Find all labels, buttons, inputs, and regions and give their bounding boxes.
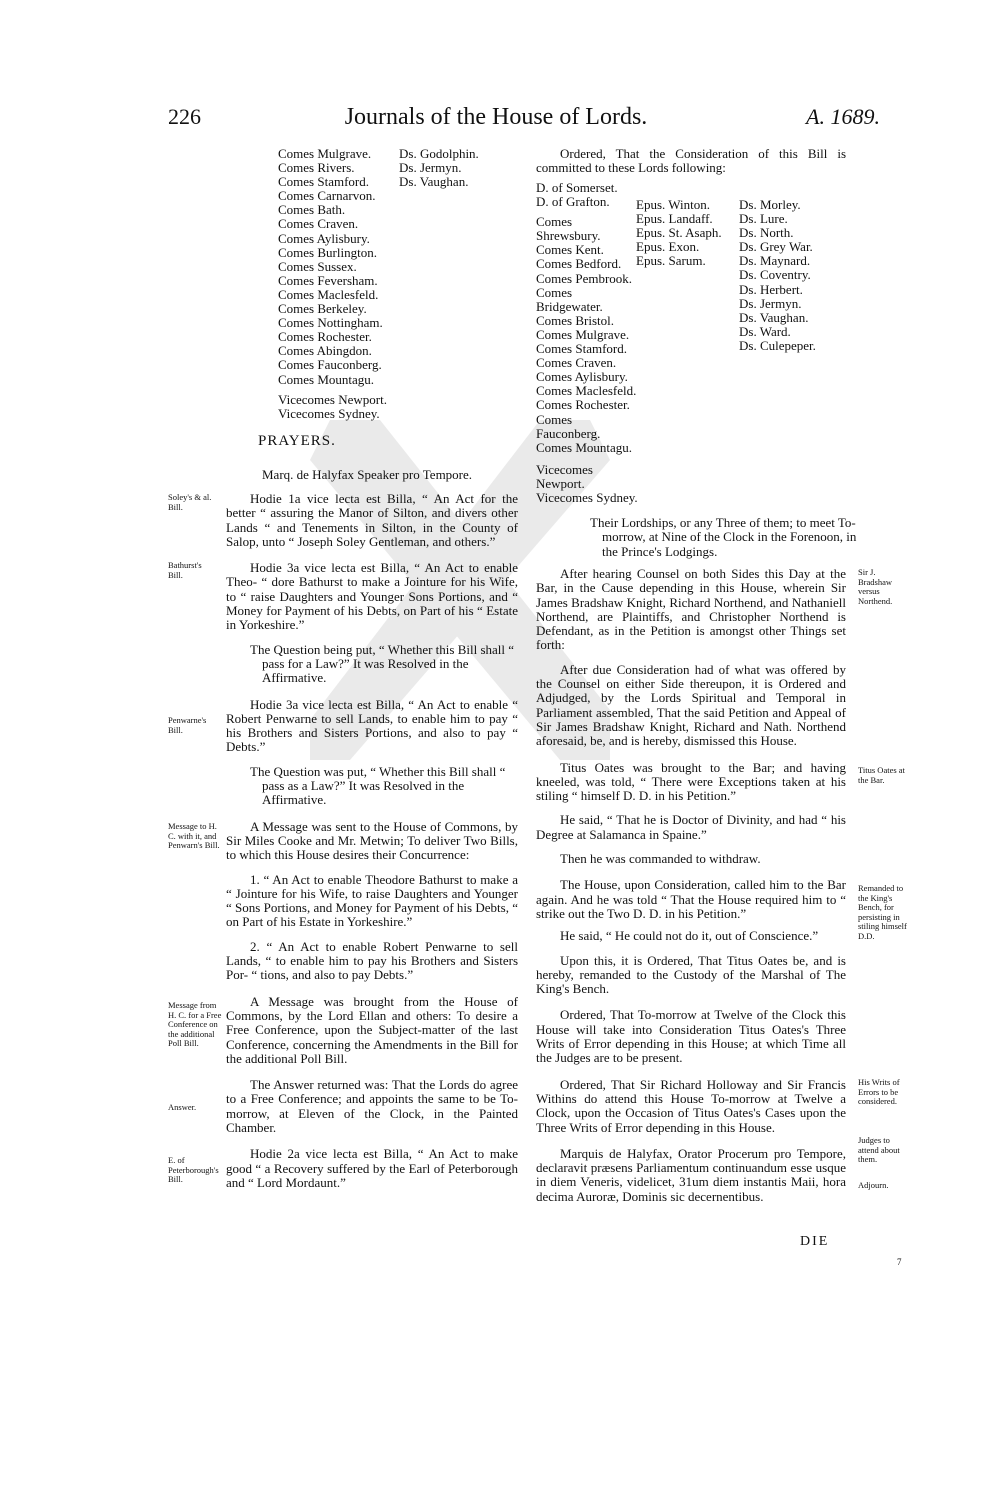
list-item: Epus. St. Asaph.	[636, 225, 722, 241]
section-heading-prayers: PRAYERS.	[258, 433, 336, 449]
list-item: Comes Sussex.	[278, 258, 357, 274]
list-item: Comes Mulgrave.	[536, 326, 630, 342]
list-item: Comes Mulgrave.	[278, 146, 372, 161]
entry-peterborough-bill: Hodie 2a vice lecta est Billa, “ An Act to make good “ a Recovery suffered by the Earl of Peterborough and “ Lord Mordaunt.”	[226, 1146, 518, 1190]
list-item: Comes Shrewsbury.	[536, 214, 601, 244]
list-item: Ds. Vaughan.	[739, 309, 809, 325]
list-item: Epus. Winton.	[636, 197, 710, 212]
list-item: Ds. Lure.	[739, 211, 788, 227]
margin-note: Adjourn.	[858, 1180, 889, 1190]
list-item: Comes Berkeley.	[278, 301, 367, 317]
entry-oates-doctor: He said, “ That he is Doctor of Divinity, and had “ his Degree at Salamanca in Spaine.”	[536, 812, 846, 842]
entry-penwarne-bill: Hodie 3a vice lecta est Billa, “ An Act to enable “ Robert Penwarne to sell Lands, to enable him to pay “ his Brothers and Sisters Portions, and also to pay “ Debts.”	[226, 696, 518, 755]
entry-question-bathurst: The Question being put, “ Whether this Bill shall “ pass for a Law?” It was Resolved in the Affirmative.	[250, 641, 515, 686]
list-item: Comes Bedford.	[536, 256, 622, 272]
committee-list-lay	[536, 181, 636, 505]
list-item: Vicecomes Sydney.	[536, 489, 638, 505]
list-item: Ds. Ward.	[739, 323, 791, 339]
list-item: Comes Aylisbury.	[536, 369, 628, 385]
attendance-list-ds	[399, 147, 479, 189]
list-item: Ds. Godolphin.	[399, 146, 479, 161]
page-title: Journals of the House of Lords.	[344, 104, 648, 130]
list-item: Epus. Landaff.	[636, 211, 713, 227]
committee-list-barons	[739, 198, 816, 353]
list-item: Ds. Morley.	[739, 197, 801, 212]
entry-adjournment: Marquis de Halyfax, Orator Procerum pro Tempore, declaravit præsens Parliamentum continuandum esse usque in diem Veneris, videlicet, 31um diem instantis Maii, hora decima Auroræ, Dominis sic decernentibus.	[536, 1145, 846, 1204]
margin-note: Message from H. C. for a Free Conference on the additional Poll Bill.	[168, 1000, 222, 1049]
entry-bill-2: 2. “ An Act to enable Robert Penwarne to sell Lands, “ to enable him to pay his Brothers and Sisters Por- “ tions, and also to pay Debts.”	[226, 938, 518, 983]
margin-note: Soley's & al. Bill.	[168, 492, 212, 512]
list-item: Comes Mountagu.	[278, 371, 375, 387]
list-item: Comes Stamford.	[278, 174, 369, 190]
margin-note: His Writs of Errors to be considered.	[858, 1077, 900, 1107]
list-item: Comes Bath.	[278, 202, 346, 218]
entry-bill-1: 1. “ An Act to enable Theodore Bathurst to make a “ Jointure for his Wife, to raise Daughters and Younger “ Sons Portions, and Money for Payment of his Debts, “ on Part of his Estate in Yorkeshire.”	[226, 871, 518, 930]
list-item: Ds. Maynard.	[739, 253, 811, 269]
entry-message-to-commons: A Message was sent to the House of Commons, by Sir Miles Cooke and Mr. Metwin; To deliver Two Bills, to which this House desires their Concurrence:	[226, 818, 518, 863]
entry-bradshaw-cause: After hearing Counsel on both Sides this Day at the Bar, in the Cause depending in this House, wherein Sir James Bradshaw Knight, Richard Northend, and Nathaniell Northend, are Plaintiffs, and Christopher Northend is Defendant, as in the Petition is amongst other Things set forth:	[536, 566, 846, 653]
margin-note: Sir J. Bradshaw versus Northend.	[858, 567, 893, 606]
list-item: Comes Burlington.	[278, 244, 377, 260]
list-item: Comes Carnarvon.	[278, 188, 376, 204]
list-item: Comes Nottingham.	[278, 315, 383, 331]
entry-question-penwarne: The Question was put, “ Whether this Bill shall “ pass as a Law?” It was Resolved in the Affirmative.	[250, 763, 506, 808]
margin-note: Answer.	[168, 1102, 197, 1112]
meeting-notice: Their Lordships, or any Three of them; to meet To-morrow, at Nine of the Clock in the Forenoon, in the Prince's Lodgings.	[590, 515, 857, 559]
list-item: Ds. Herbert.	[739, 281, 803, 297]
list-item: Comes Craven.	[536, 355, 617, 371]
list-item: Comes Aylisbury.	[278, 230, 370, 246]
list-item: Comes Rivers.	[278, 160, 355, 176]
list-item: Vicecomes Newport.	[278, 391, 387, 407]
attendance-list-comes	[278, 147, 387, 421]
list-item: Ds. North.	[739, 225, 794, 241]
entry-oates-conscience: He said, “ He could not do it, out of Conscience.”	[560, 928, 819, 944]
entry-oates-bar: Titus Oates was brought to the Bar; and having kneeled, was told, “ There were Exceptions taken at his stiling “ himself D. D. in his Petition.”	[536, 759, 846, 804]
list-item: Comes Rochester.	[278, 329, 372, 345]
list-item: Comes Stamford.	[536, 341, 627, 357]
list-item: Epus. Exon.	[636, 239, 700, 255]
list-item: Comes Feversham.	[278, 272, 378, 288]
margin-note: Message to H. C. with it, and Penwarn's Bill.	[168, 821, 220, 851]
margin-note: E. of Peterborough's Bill.	[168, 1155, 219, 1185]
speaker-line: Marq. de Halyfax Speaker pro Tempore.	[262, 467, 473, 482]
list-item: Vicecomes Sydney.	[278, 405, 380, 421]
list-item: Comes Abingdon.	[278, 343, 372, 359]
committee-order: Ordered, That the Consideration of this Bill is committed to these Lords following:	[536, 146, 846, 176]
list-item: Comes Maclesfeld.	[536, 383, 637, 399]
entry-oates-withdraw: Then he was commanded to withdraw.	[560, 851, 761, 867]
list-item: Ds. Vaughan.	[399, 174, 469, 190]
list-item: Comes Maclesfeld.	[278, 286, 379, 302]
list-item: Ds. Jermyn.	[399, 160, 462, 176]
list-item: Comes Rochester.	[536, 397, 630, 413]
entry-writs-of-error: Ordered, That To-morrow at Twelve of the Clock this House will take into Consideration Titus Oates's Three Writs of Error depending in this House; at which Time all the Judges are to be present.	[536, 1007, 846, 1066]
margin-note: Penwarne's Bill.	[168, 715, 207, 735]
entry-oates-recalled: The House, upon Consideration, called him to the Bar again. And he was told “ That the House required him to “ strike out the Two D. D. in his Petition.”	[536, 877, 846, 921]
list-item: Epus. Sarum.	[636, 253, 706, 269]
list-item: Comes Pembrook.	[536, 270, 633, 286]
entry-soley-bill: Hodie 1a vice lecta est Billa, “ An Act for the better “ assuring the Manor of Silton, and divers other Lands “ and Tenements in Silton, in the County of Salop, unto “ Joseph Soley Gentleman, and others.”	[226, 491, 518, 549]
list-item: Ds. Grey War.	[739, 239, 813, 255]
list-item: Comes Kent.	[536, 242, 604, 258]
list-item: Ds. Culepeper.	[739, 337, 816, 353]
entry-oates-remanded: Upon this, it is Ordered, That Titus Oates be, and is hereby, remanded to the Custody of the Marshal of The King's Bench.	[536, 952, 846, 997]
list-item: Ds. Coventry.	[739, 267, 811, 283]
list-item: Comes Bristol.	[536, 312, 615, 328]
list-item: Comes Bridgewater.	[536, 284, 603, 314]
margin-note: Bathurst's Bill.	[168, 560, 202, 580]
left-column-entries	[226, 492, 518, 1190]
page-year: A. 1689.	[806, 104, 880, 129]
list-item: Ds. Jermyn.	[739, 295, 802, 311]
list-item: D. of Grafton.	[536, 194, 610, 210]
committee-list-bishops	[636, 198, 722, 268]
entry-judges-attend: Ordered, That Sir Richard Holloway and Sir Francis Withins do attend this House To-morrow at Twelve a Clock, upon the Occasion of Titus Oates's Cases upon the Three Writs of Error depending in this House.	[536, 1076, 846, 1135]
entry-message-from-commons: A Message was brought from the House of Commons, by the Lord Ellan and others: To desire a Free Conference, upon the Subject-matter of the last Conference, concerning the Amendments in the Bill for the additional Poll Bill.	[226, 993, 518, 1066]
entry-answer: The Answer returned was: That the Lords do agree to a Free Conference; and appoints the same to be To-morrow, at Eleven of the Clock, in the Painted Chamber.	[226, 1077, 518, 1135]
margin-note: Judges to attend about them.	[858, 1135, 900, 1165]
list-item: D. of Somerset.	[536, 180, 618, 195]
margin-note: Remanded to the King's Bench, for persisting in stiling himself D.D.	[858, 883, 907, 941]
page-mark: 7	[897, 1257, 902, 1267]
list-item: Comes Craven.	[278, 216, 359, 232]
list-item: Comes Fauconberg.	[278, 357, 382, 373]
entry-bradshaw-dismissed: After due Consideration had of what was offered by the Counsel on either Side thereupon, it is Ordered and Adjudged, by the Lords Spiritual and Temporal in Parliament assembled, That the said Petition and Appeal of Sir James Bradshaw Knight, Richard and Nath. Northend aforesaid, be, and is hereby, dismissed this House.	[536, 661, 846, 749]
list-item: Vicecomes Newport.	[536, 461, 593, 491]
catchword: DIE	[800, 1234, 830, 1249]
list-item: Comes Fauconberg.	[536, 411, 601, 441]
entry-bathurst-bill: Hodie 3a vice lecta est Billa, “ An Act to enable Theo- “ dore Bathurst to make a Jointure for his Wife, to “ raise Daughters and Younger Sons Portions, and “ Money for Payment of his Debts, on Part of his “ Estate in Yorkeshire.”	[226, 560, 518, 633]
page-number: 226	[168, 104, 201, 129]
margin-note: Titus Oates at the Bar.	[858, 765, 905, 785]
right-column-entries	[536, 567, 846, 1204]
list-item: Comes Mountagu.	[536, 439, 633, 455]
